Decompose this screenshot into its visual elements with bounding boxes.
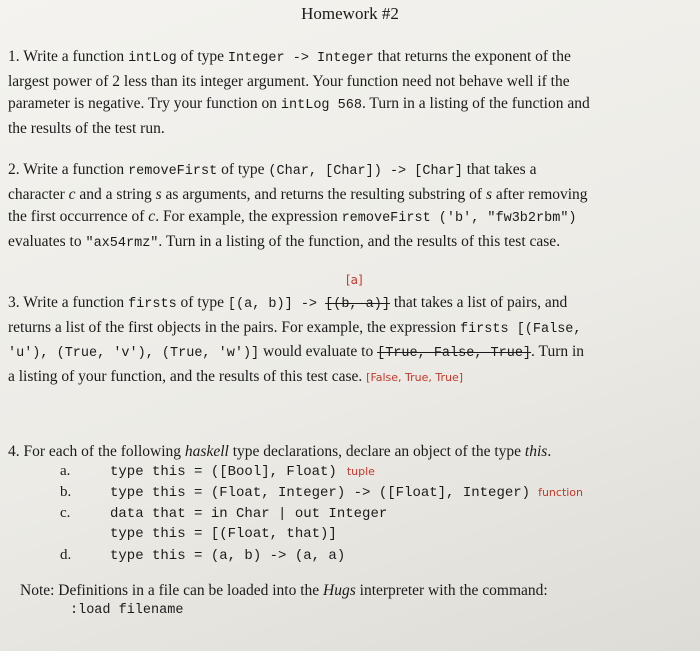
q1-code-name: intLog (128, 51, 177, 66)
q4-item-list (60, 463, 583, 568)
q3-number: 3. (8, 294, 20, 311)
q2-text: after removing the first occurrence of (8, 185, 588, 225)
q2-text: evaluates to (8, 232, 86, 250)
q2-text: . Turn in a listing of the function, and the results of this test case. (158, 232, 561, 250)
question-2 (8, 159, 590, 255)
question-3 (8, 292, 590, 389)
q3-text: Write a function (23, 294, 129, 311)
q4-number: 4. (8, 443, 20, 460)
q1-text: Write a function (23, 48, 129, 65)
note-section (20, 580, 602, 603)
q3-code-type: [(a, b)] -> (227, 297, 326, 312)
item-code: type this = (Float, Integer) -> ([Float], Integer) (110, 485, 531, 501)
q2-var: s (485, 185, 493, 203)
q4-item-a (60, 463, 583, 484)
q3-code-struck: [(b, a)] (325, 297, 390, 312)
handwritten-note: tuple (346, 465, 375, 478)
q2-var: s (155, 185, 162, 203)
q2-text: of type (217, 161, 269, 178)
q4-italic: haskell (184, 443, 229, 460)
item-label: d. (60, 547, 72, 563)
q2-text: Write a function (23, 161, 129, 178)
q4-text: For each of the following (23, 443, 185, 460)
q3-code-name: firsts (128, 297, 177, 312)
item-label: a. (60, 463, 71, 479)
q4-item-b (60, 484, 583, 505)
q3-text: . Turn in a listing of your function, and the results of this test case. (8, 343, 585, 385)
q4-item-c (60, 505, 583, 526)
q2-number: 2. (8, 161, 20, 178)
q3-code-result: [True, False, True] (377, 346, 532, 361)
note-text: interpreter with the command: (355, 582, 548, 599)
q2-text: as arguments, and returns the resulting substring of (161, 185, 486, 203)
page-title: Homework #2 (301, 4, 399, 23)
q2-text: that takes a character (8, 161, 537, 203)
note-command: :load filename (70, 603, 184, 618)
q1-text: that returns the exponent of the largest power of 2 less than its integer argument. Your function need not behave well if the parameter is negative. Try your function on (8, 48, 571, 112)
item-code: type this = ([Bool], Float) (110, 464, 337, 480)
note-text: Note: Definitions in a file can be loaded into the (20, 582, 324, 599)
item-code: data that = in Char | out Integer (110, 506, 388, 522)
handwritten-note: function (538, 486, 584, 499)
q2-text: . For example, the expression (155, 208, 342, 225)
q4-text: type declarations, declare an object of the type (228, 443, 525, 460)
q4-italic: this (524, 443, 548, 460)
q3-code-example: firsts [(False, 'u'), (True, 'v'), (True, 'w')] (8, 321, 582, 361)
q4-item-c-line2: type this = [(Float, that)] (110, 526, 337, 542)
q1-text: . Turn in a listing of the function and the results of the test run. (8, 95, 590, 137)
q2-code-type: (Char, [Char]) -> [Char] (268, 164, 463, 179)
q2-var: c (148, 208, 156, 225)
q3-text: of type (176, 294, 228, 311)
q4-text: . (547, 443, 552, 460)
item-label: b. (60, 484, 72, 500)
question-1 (8, 46, 590, 140)
q2-var: c (68, 185, 76, 203)
handwritten-answer-type: [a] (346, 273, 363, 287)
q3-text: that takes a list of pairs, and returns a list of the first objects in the pairs. For example, the expression (8, 294, 568, 336)
item-code: type this = (a, b) -> (a, a) (110, 548, 346, 564)
q1-number: 1. (8, 48, 20, 65)
item-label: c. (60, 505, 71, 521)
q2-text: and a string (75, 185, 156, 203)
q2-code-result: "ax54rmz" (85, 235, 159, 251)
handwritten-answer-result: [False, True, True] (366, 370, 464, 384)
q1-code-type: Integer -> Integer (227, 51, 374, 66)
q4-item-d (60, 547, 583, 568)
q1-text: of type (176, 48, 228, 65)
note-italic: Hugs (323, 582, 356, 599)
q1-code-test: intLog 568 (280, 98, 362, 113)
question-4 (8, 441, 590, 464)
q2-code-example: removeFirst ('b', "fw3b2rbm") (341, 211, 577, 226)
q3-text: would evaluate to (259, 343, 378, 360)
q2-code-name: removeFirst (128, 164, 218, 179)
